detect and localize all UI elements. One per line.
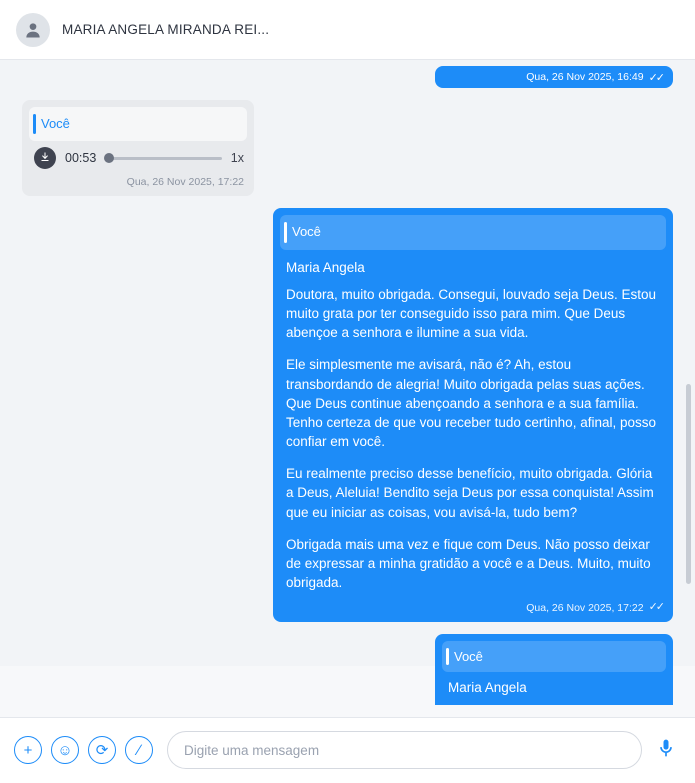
message-timestamp: Qua, 26 Nov 2025, 17:22 bbox=[526, 601, 644, 614]
chat-scrollbar[interactable] bbox=[686, 124, 691, 655]
quoted-message[interactable] bbox=[29, 107, 247, 141]
message-paragraph: Obrigada mais uma vez e fique com Deus. Não posso deixar de expressar a minha gratidão a você e a Deus. Muito, muito obrigada. bbox=[286, 536, 651, 590]
message-timestamp: Qua, 26 Nov 2025, 17:22 bbox=[126, 176, 244, 189]
quoted-author: Você bbox=[292, 224, 321, 240]
message-timestamp: Qua, 26 Nov 2025, 16:49 bbox=[526, 71, 644, 83]
message-meta bbox=[273, 596, 673, 622]
quoted-author: Você bbox=[41, 116, 70, 131]
message-meta bbox=[22, 171, 254, 196]
smiley-icon: ☺ bbox=[57, 741, 73, 759]
refresh-icon: ⟳ bbox=[95, 741, 109, 759]
message-row bbox=[22, 208, 673, 621]
message-text bbox=[273, 277, 673, 596]
person-icon bbox=[23, 20, 43, 40]
audio-progress-knob[interactable] bbox=[104, 153, 114, 163]
plus-icon: + bbox=[23, 741, 33, 759]
download-icon bbox=[39, 149, 51, 168]
avatar bbox=[16, 13, 50, 47]
chat-scrollbar-thumb[interactable] bbox=[686, 384, 691, 584]
message-row bbox=[22, 634, 673, 705]
conversation-header bbox=[0, 0, 695, 60]
record-audio-button[interactable] bbox=[651, 735, 681, 765]
microphone-icon bbox=[656, 738, 676, 763]
message-bubble-long[interactable] bbox=[273, 208, 673, 621]
message-paragraph: Eu realmente preciso desse benefício, muito obrigada. Glória a Deus, Aleluia! Bendito seja Deus por essa conquista! Assim que eu iniciar as coisas, vou avisá-la, tudo bem? bbox=[286, 466, 654, 520]
slash-icon: ∕ bbox=[137, 741, 141, 759]
message-list[interactable] bbox=[0, 60, 695, 717]
play-button[interactable] bbox=[34, 147, 56, 169]
sender-name: Maria Angela bbox=[286, 259, 365, 275]
template-button[interactable] bbox=[125, 736, 153, 764]
message-row bbox=[22, 100, 673, 196]
attach-button[interactable] bbox=[14, 736, 42, 764]
contact-name: MARIA ANGELA MIRANDA REI... bbox=[62, 22, 270, 37]
quick-reply-button[interactable] bbox=[88, 736, 116, 764]
sender-name: Maria Angela bbox=[448, 679, 527, 695]
message-paragraph: Doutora, muito obrigada. Consegui, louvado seja Deus. Estou muito grata por ter conseguido isso para mim. Que Deus abençoe a senhora e ilumine a sua vida. bbox=[286, 286, 656, 341]
audio-progress-slider[interactable] bbox=[105, 157, 222, 160]
message-bubble-partial-bottom[interactable] bbox=[435, 634, 673, 705]
message-input[interactable] bbox=[167, 731, 642, 769]
playback-speed-button[interactable]: 1x bbox=[230, 150, 244, 165]
message-paragraph: Ele simplesmente me avisará, não é? Ah, estou transbordando de alegria! Muito obrigada pelas suas ações. Que Deus continue abençoando a senhora e a sua família. Tenho certeza de que vou receber tudo certinho, afinal, posso confiar em você. bbox=[286, 357, 656, 450]
audio-player[interactable] bbox=[22, 141, 254, 171]
message-bubble-audio[interactable] bbox=[22, 100, 254, 196]
message-row bbox=[22, 66, 673, 88]
read-receipt-icon: ✓✓ bbox=[648, 601, 663, 614]
quoted-message[interactable] bbox=[280, 215, 666, 249]
message-composer bbox=[0, 717, 695, 783]
quoted-author: Você bbox=[454, 648, 483, 664]
read-receipt-icon: ✓✓ bbox=[648, 71, 663, 84]
audio-duration: 00:53 bbox=[65, 150, 97, 165]
message-bubble-partial-top[interactable] bbox=[435, 66, 673, 88]
quoted-message[interactable] bbox=[442, 641, 666, 672]
emoji-button[interactable] bbox=[51, 736, 79, 764]
